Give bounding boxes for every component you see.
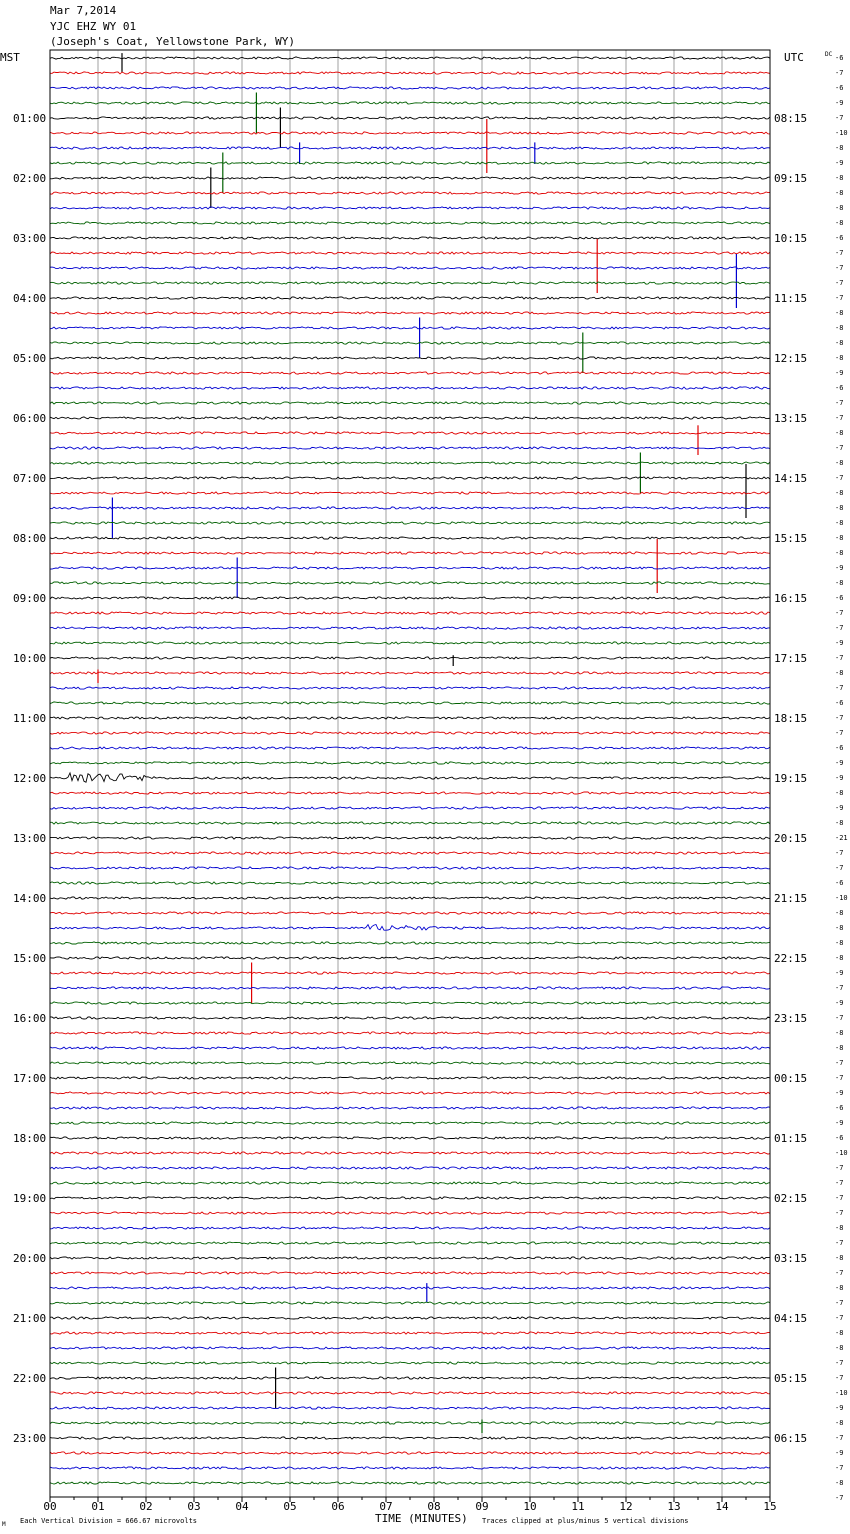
x-tick-label: 01	[91, 1500, 105, 1513]
dc-offset-label: -9	[835, 759, 844, 767]
utc-hour-label: 05:15	[774, 1372, 808, 1385]
dc-offset-label: -9	[835, 369, 844, 377]
mst-hour-label: 04:00	[13, 292, 47, 305]
dc-offset-label: -9	[835, 969, 844, 977]
dc-offset-label: -8	[835, 354, 844, 362]
x-tick-label: 00	[43, 1500, 57, 1513]
dc-offset-label: -8	[835, 219, 844, 227]
seismic-trace	[50, 1287, 770, 1289]
dc-offset-label: -10	[835, 894, 848, 902]
seismic-trace	[50, 177, 770, 179]
seismic-trace	[50, 1197, 770, 1199]
seismic-trace	[50, 1182, 770, 1184]
x-tick-label: 10	[523, 1500, 537, 1513]
dc-offset-label: -7	[835, 399, 844, 407]
dc-offset-label: -7	[835, 1014, 844, 1022]
seismic-trace	[50, 1407, 770, 1409]
dc-offset-label: -10	[835, 1149, 848, 1157]
utc-hour-label: 19:15	[774, 772, 808, 785]
dc-offset-label: -6	[835, 1104, 844, 1112]
dc-offset-label: -8	[835, 324, 844, 332]
mst-hour-label: 10:00	[13, 652, 47, 665]
mst-hour-label: 14:00	[13, 892, 47, 905]
seismic-trace	[50, 357, 770, 359]
mst-hour-label: 03:00	[13, 232, 47, 245]
mst-hour-label: 17:00	[13, 1072, 47, 1085]
seismic-trace	[50, 972, 770, 974]
seismic-trace	[50, 267, 770, 269]
seismic-trace	[50, 522, 770, 524]
utc-hour-label: 10:15	[774, 232, 808, 245]
seismic-trace	[50, 1377, 770, 1379]
dc-offset-label: -8	[835, 579, 844, 587]
seismic-trace	[50, 1452, 770, 1454]
dc-offset-label: -9	[835, 774, 844, 782]
utc-hour-label: 14:15	[774, 472, 808, 485]
dc-label: DC	[825, 51, 833, 58]
x-axis-title: TIME (MINUTES)	[375, 1512, 468, 1525]
dc-offset-label: -10	[835, 129, 848, 137]
dc-offset-label: -10	[835, 1389, 848, 1397]
seismic-trace	[50, 672, 770, 674]
seismic-trace	[50, 432, 770, 434]
seismic-trace	[50, 597, 770, 599]
dc-offset-label: -7	[835, 984, 844, 992]
seismic-trace	[50, 867, 770, 869]
seismic-trace	[50, 102, 770, 104]
seismic-trace	[50, 117, 770, 119]
mst-hour-label: 15:00	[13, 952, 47, 965]
seismic-trace	[50, 162, 770, 164]
clip-note: Traces clipped at plus/minus 5 vertical divisions	[482, 1517, 689, 1525]
dc-offset-label: -8	[835, 1254, 844, 1262]
dc-offset-label: -7	[835, 654, 844, 662]
x-tick-label: 05	[283, 1500, 297, 1513]
dc-offset-label: -8	[835, 1284, 844, 1292]
dc-offset-label: -9	[835, 1449, 844, 1457]
seismic-trace	[50, 582, 770, 584]
dc-offset-label: -7	[835, 279, 844, 287]
dc-offset-label: -8	[835, 1029, 844, 1037]
seismic-trace	[50, 1047, 770, 1049]
dc-offset-label: -7	[835, 264, 844, 272]
dc-offset-label: -9	[835, 159, 844, 167]
x-tick-label: 03	[187, 1500, 201, 1513]
seismic-trace	[50, 822, 770, 824]
seismic-trace	[50, 282, 770, 284]
seismic-trace	[50, 147, 770, 149]
dc-offset-label: -7	[835, 1299, 844, 1307]
corner-mark: M	[2, 1521, 6, 1528]
axis-labels	[0, 51, 848, 1528]
seismic-trace	[50, 207, 770, 209]
utc-hour-label: 13:15	[774, 412, 808, 425]
dc-offset-label: -6	[835, 699, 844, 707]
dc-offset-label: -9	[835, 999, 844, 1007]
dc-offset-label: -7	[835, 1059, 844, 1067]
dc-offset-label: -8	[835, 204, 844, 212]
mst-hour-label: 06:00	[13, 412, 47, 425]
seismic-trace	[50, 717, 770, 719]
seismic-trace	[50, 657, 770, 659]
seismic-trace	[50, 1302, 770, 1304]
mst-hour-label: 07:00	[13, 472, 47, 485]
seismic-trace	[50, 837, 770, 839]
dc-offset-label: -7	[835, 114, 844, 122]
seismic-trace	[50, 807, 770, 809]
seismic-trace	[50, 702, 770, 704]
x-tick-label: 06	[331, 1500, 345, 1513]
seismic-trace	[50, 1137, 770, 1139]
seismic-trace	[50, 987, 770, 989]
dc-offset-label: -9	[835, 1404, 844, 1412]
dc-offset-label: -8	[835, 339, 844, 347]
dc-offset-label: -7	[835, 684, 844, 692]
utc-hour-label: 09:15	[774, 172, 808, 185]
dc-offset-label: -9	[835, 1119, 844, 1127]
seismic-trace	[50, 1032, 770, 1034]
seismic-trace	[50, 1092, 770, 1094]
utc-hour-label: 01:15	[774, 1132, 808, 1145]
dc-offset-label: -6	[835, 744, 844, 752]
seismic-trace	[50, 792, 770, 794]
dc-offset-label: -8	[835, 1419, 844, 1427]
x-tick-label: 11	[571, 1500, 585, 1513]
mst-hour-label: 21:00	[13, 1312, 47, 1325]
dc-offset-label: -8	[835, 939, 844, 947]
dc-offset-label: -9	[835, 639, 844, 647]
seismic-trace	[50, 1437, 770, 1439]
seismic-trace	[50, 1257, 770, 1259]
mst-hour-label: 08:00	[13, 532, 47, 545]
seismic-trace	[50, 1422, 770, 1424]
x-tick-label: 13	[667, 1500, 681, 1513]
dc-offset-label: -6	[835, 879, 844, 887]
seismic-trace	[50, 1362, 770, 1364]
dc-offset-label: -8	[835, 789, 844, 797]
seismic-trace	[50, 72, 770, 74]
dc-offset-label: -6	[835, 84, 844, 92]
utc-hour-label: 21:15	[774, 892, 808, 905]
seismic-trace	[50, 87, 770, 89]
dc-offset-label: -8	[835, 429, 844, 437]
dc-offset-label: -9	[835, 804, 844, 812]
seismic-trace	[50, 1332, 770, 1334]
utc-hour-label: 23:15	[774, 1012, 808, 1025]
mst-axis-label: MST	[0, 51, 20, 64]
seismic-trace	[50, 492, 770, 494]
dc-offset-label: -8	[835, 459, 844, 467]
seismic-trace	[50, 477, 770, 479]
header-date: Mar 7,2014	[50, 4, 117, 17]
dc-offset-label: -8	[835, 819, 844, 827]
seismic-trace	[50, 687, 770, 689]
seismic-trace	[50, 912, 770, 914]
seismic-trace	[50, 612, 770, 614]
seismic-trace	[50, 297, 770, 299]
utc-hour-label: 17:15	[774, 652, 808, 665]
x-tick-label: 04	[235, 1500, 249, 1513]
seismic-trace	[50, 1347, 770, 1349]
dc-offset-label: -8	[835, 1329, 844, 1337]
seismic-trace	[50, 882, 770, 884]
mst-hour-label: 18:00	[13, 1132, 47, 1145]
utc-hour-label: 12:15	[774, 352, 808, 365]
seismic-trace	[50, 1482, 770, 1484]
dc-offset-label: -8	[835, 309, 844, 317]
dc-offset-label: -7	[835, 1194, 844, 1202]
utc-axis-label: UTC	[784, 51, 804, 64]
seismic-trace	[50, 222, 770, 224]
dc-offset-label: -8	[835, 909, 844, 917]
utc-hour-label: 20:15	[774, 832, 808, 845]
dc-offset-label: -7	[835, 1269, 844, 1277]
dc-offset-label: -7	[835, 249, 844, 257]
dc-offset-label: -7	[835, 1494, 844, 1502]
dc-offset-label: -9	[835, 564, 844, 572]
dc-offset-label: -8	[835, 504, 844, 512]
mst-hour-label: 20:00	[13, 1252, 47, 1265]
seismic-trace	[50, 447, 770, 449]
header-station: YJC EHZ WY 01	[50, 20, 137, 33]
dc-offset-label: -8	[835, 489, 844, 497]
seismic-trace	[50, 762, 770, 764]
seismic-trace	[50, 537, 770, 539]
dc-offset-label: -8	[835, 174, 844, 182]
seismic-trace	[50, 747, 770, 749]
seismic-trace	[50, 1152, 770, 1154]
seismic-trace	[50, 852, 770, 854]
mst-hour-label: 09:00	[13, 592, 47, 605]
dc-offset-label: -8	[835, 669, 844, 677]
seismic-trace	[50, 1002, 770, 1004]
seismic-trace	[50, 942, 770, 944]
utc-hour-label: 11:15	[774, 292, 808, 305]
seismic-trace	[50, 925, 770, 931]
mst-hour-label: 02:00	[13, 172, 47, 185]
seismic-trace	[50, 1272, 770, 1274]
dc-offset-label: -8	[835, 189, 844, 197]
seismic-trace	[50, 312, 770, 314]
dc-offset-label: -8	[835, 1479, 844, 1487]
seismic-trace	[50, 237, 770, 239]
dc-offset-label: -7	[835, 1359, 844, 1367]
dc-offset-label: -6	[835, 594, 844, 602]
seismic-trace	[50, 192, 770, 194]
utc-hour-label: 02:15	[774, 1192, 808, 1205]
dc-offset-label: -7	[835, 864, 844, 872]
seismic-trace	[50, 1467, 770, 1469]
seismic-trace	[50, 1317, 770, 1319]
x-tick-label: 02	[139, 1500, 153, 1513]
dc-offset-label: -7	[835, 1179, 844, 1187]
seismic-trace	[50, 372, 770, 374]
dc-offset-label: -6	[835, 1134, 844, 1142]
vertical-division-note: Each Vertical Division = 666.67 microvolts	[20, 1517, 198, 1525]
seismic-trace	[50, 1212, 770, 1214]
mst-hour-label: 23:00	[13, 1432, 47, 1445]
seismic-trace	[50, 57, 770, 59]
seismic-trace	[50, 1107, 770, 1109]
dc-offset-label: -7	[835, 1239, 844, 1247]
dc-offset-label: -7	[835, 444, 844, 452]
utc-hour-label: 15:15	[774, 532, 808, 545]
mst-hour-label: 16:00	[13, 1012, 47, 1025]
seismic-trace	[50, 342, 770, 344]
seismic-trace	[50, 732, 770, 734]
seismic-trace	[50, 1122, 770, 1124]
dc-offset-label: -9	[835, 1089, 844, 1097]
seismic-trace	[50, 1242, 770, 1244]
seismic-trace	[50, 252, 770, 254]
dc-offset-label: -7	[835, 69, 844, 77]
x-tick-label: 09	[475, 1500, 489, 1513]
dc-offset-label: -8	[835, 954, 844, 962]
mst-hour-label: 19:00	[13, 1192, 47, 1205]
dc-offset-label: -8	[835, 924, 844, 932]
dc-offset-label: -8	[835, 144, 844, 152]
dc-offset-label: -7	[835, 714, 844, 722]
seismic-trace	[50, 507, 770, 509]
dc-offset-label: -8	[835, 1344, 844, 1352]
seismic-trace	[50, 1392, 770, 1394]
seismic-trace	[50, 897, 770, 899]
dc-offset-label: -7	[835, 1209, 844, 1217]
utc-hour-label: 04:15	[774, 1312, 808, 1325]
seismic-trace	[50, 567, 770, 569]
seismic-traces	[50, 53, 770, 1484]
dc-offset-label: -8	[835, 549, 844, 557]
dc-offset-label: -7	[835, 1074, 844, 1082]
mst-hour-label: 13:00	[13, 832, 47, 845]
x-tick-label: 07	[379, 1500, 393, 1513]
seismic-trace	[50, 462, 770, 464]
utc-hour-label: 16:15	[774, 592, 808, 605]
utc-hour-label: 03:15	[774, 1252, 808, 1265]
utc-hour-label: 22:15	[774, 952, 808, 965]
dc-offset-label: -21	[835, 834, 848, 842]
dc-offset-label: -7	[835, 849, 844, 857]
utc-hour-label: 18:15	[774, 712, 808, 725]
mst-hour-label: 22:00	[13, 1372, 47, 1385]
mst-hour-label: 05:00	[13, 352, 47, 365]
dc-offset-label: -6	[835, 384, 844, 392]
mst-hour-label: 12:00	[13, 772, 47, 785]
dc-offset-label: -8	[835, 534, 844, 542]
seismic-trace	[50, 327, 770, 329]
x-tick-label: 12	[619, 1500, 633, 1513]
dc-offset-label: -7	[835, 414, 844, 422]
dc-offset-label: -7	[835, 1314, 844, 1322]
seismic-trace	[50, 1017, 770, 1019]
x-tick-label: 15	[763, 1500, 777, 1513]
dc-offset-label: -7	[835, 1164, 844, 1172]
dc-offset-label: -7	[835, 294, 844, 302]
dc-offset-label: -6	[835, 234, 844, 242]
mst-hour-label: 01:00	[13, 112, 47, 125]
dc-offset-label: -8	[835, 1044, 844, 1052]
header-location: (Joseph's Coat, Yellowstone Park, WY)	[50, 35, 296, 48]
dc-offset-label: -7	[835, 624, 844, 632]
x-tick-label: 08	[427, 1500, 441, 1513]
dc-offset-label: -7	[835, 609, 844, 617]
seismic-trace	[50, 402, 770, 404]
dc-offset-label: -6	[835, 54, 844, 62]
mst-hour-label: 11:00	[13, 712, 47, 725]
dc-offset-label: -7	[835, 1434, 844, 1442]
seismic-trace	[50, 1077, 770, 1079]
dc-offset-label: -9	[835, 99, 844, 107]
dc-offset-label: -7	[835, 1374, 844, 1382]
seismic-trace	[50, 627, 770, 629]
dc-offset-label: -8	[835, 1224, 844, 1232]
seismic-trace	[50, 642, 770, 644]
dc-offset-label: -7	[835, 729, 844, 737]
utc-hour-label: 08:15	[774, 112, 808, 125]
seismic-trace	[50, 773, 770, 782]
seismic-trace	[50, 1167, 770, 1169]
x-tick-label: 14	[715, 1500, 729, 1513]
seismic-trace	[50, 132, 770, 134]
seismic-trace	[50, 552, 770, 554]
dc-offset-label: -8	[835, 519, 844, 527]
dc-offset-label: -7	[835, 1464, 844, 1472]
seismic-trace	[50, 957, 770, 959]
utc-hour-label: 06:15	[774, 1432, 808, 1445]
seismic-trace	[50, 387, 770, 389]
dc-offset-label: -7	[835, 474, 844, 482]
seismic-trace	[50, 417, 770, 419]
seismic-trace	[50, 1227, 770, 1229]
utc-hour-label: 00:15	[774, 1072, 808, 1085]
seismic-trace	[50, 1062, 770, 1064]
